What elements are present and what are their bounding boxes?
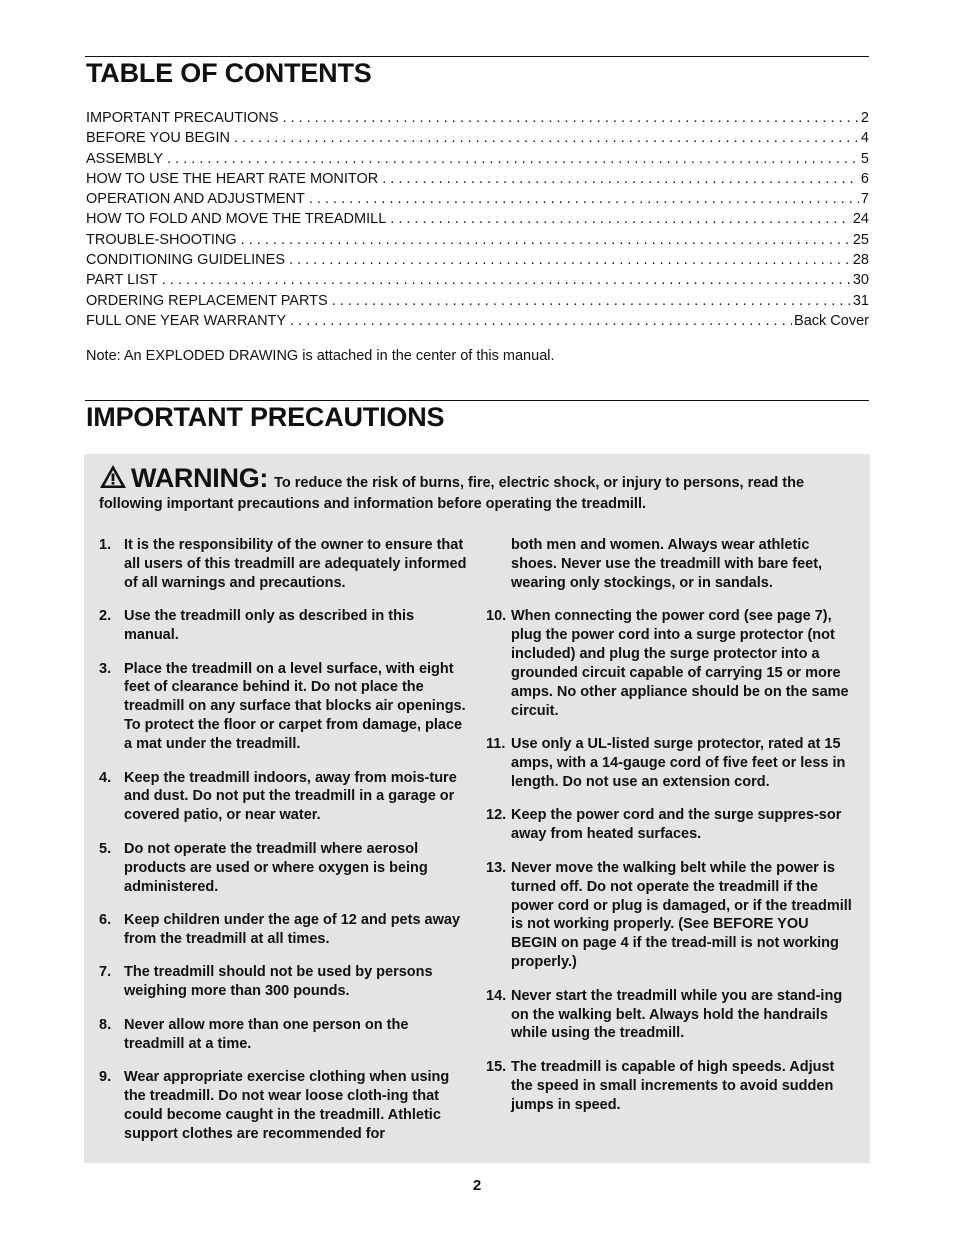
list-item xyxy=(486,735,856,792)
toc-leader-dots xyxy=(332,293,851,309)
toc-entry-label: HOW TO USE THE HEART RATE MONITOR xyxy=(86,170,379,187)
toc-leader-dots xyxy=(162,272,851,288)
warning-box xyxy=(84,454,870,1163)
toc-title: TABLE OF CONTENTS xyxy=(86,58,372,88)
toc-entry-page: 30 xyxy=(852,272,869,289)
toc-entry-page: Back Cover xyxy=(794,312,869,329)
toc-entry-label: ASSEMBLY xyxy=(86,150,164,167)
item-text: Keep the treadmill indoors, away from mois-ture and dust. Do not put the treadmill in a garage or covered patio, or near water. xyxy=(124,769,457,824)
toc-entry-page: 4 xyxy=(860,130,869,147)
item-text: Keep the power cord and the surge suppres-sor away from heated surfaces. xyxy=(511,807,842,843)
warning-text: To reduce the risk of burns, fire, electric shock, or injury to persons, read the following important precautions and information before operating the treadmill. xyxy=(99,475,805,512)
list-item xyxy=(486,987,856,1044)
toc-leader-dots xyxy=(382,171,859,187)
item-number: 12. xyxy=(486,807,507,824)
item-text: Use the treadmill only as described in this manual. xyxy=(124,608,415,644)
warning-triangle-icon xyxy=(99,464,127,495)
toc-leader-dots xyxy=(283,110,859,126)
item-text: It is the responsibility of the owner to ensure that all users of this treadmill are adequately informed of all warnings and precautions. xyxy=(124,537,467,591)
item-number: 6. xyxy=(99,912,112,928)
toc-entry xyxy=(86,171,869,191)
table-of-contents xyxy=(86,110,869,333)
item-text: Do not operate the treadmill where aerosol products are used or where oxygen is being administered. xyxy=(124,840,428,895)
toc-entry-label: PART LIST xyxy=(86,272,158,289)
item-text: Place the treadmill on a level surface, with eight feet of clearance behind it. Do not place the treadmill on any surface that blocks air openings. To protect the floor or carpet from damage, place a mat under the treadmill. xyxy=(124,660,466,753)
toc-entry-label: OPERATION AND ADJUSTMENT xyxy=(86,191,305,208)
item-text: Never move the walking belt while the power is turned off. Do not operate the treadmill if the power cord or plug is damaged, or if the treadmill is not working properly. (See BEFORE YOU BEGIN on page 4 if the tread-mill is not working properly.) xyxy=(511,859,852,971)
item-number: 15. xyxy=(486,1058,507,1075)
page-number: 2 xyxy=(472,1177,482,1194)
item-number: 5. xyxy=(99,840,112,857)
item-text: When connecting the power cord (see page 7), plug the power cord into a surge protector (not included) and plug the surge protector into a grounded circuit capable of carrying 15 or more amps. No other appliance should be on the same circuit. xyxy=(511,608,849,719)
toc-entry xyxy=(86,151,869,171)
item-number: 2. xyxy=(99,608,112,625)
item-9-continued: both men and women. Always wear athletic shoes. Never use the treadmill with bare feet, wearing only stockings, or in sandals. xyxy=(511,537,823,591)
list-item xyxy=(486,806,856,844)
toc-entry xyxy=(86,232,869,252)
toc-entry-label: FULL ONE YEAR WARRANTY xyxy=(86,312,287,329)
list-item xyxy=(99,1016,469,1054)
list-item xyxy=(99,536,469,593)
list-item xyxy=(486,859,856,972)
toc-entry-label: CONDITIONING GUIDELINES xyxy=(86,252,285,269)
toc-entry-label: TROUBLE-SHOOTING xyxy=(86,231,237,248)
list-item xyxy=(99,769,469,826)
toc-entry xyxy=(86,293,869,313)
toc-entry xyxy=(86,211,869,231)
list-item xyxy=(99,840,469,897)
warning-header xyxy=(99,464,859,514)
list-item xyxy=(99,963,469,1001)
list-item xyxy=(486,607,856,720)
toc-entry-page: 31 xyxy=(852,292,869,309)
toc-leader-dots xyxy=(241,232,851,248)
item-number: 7. xyxy=(99,964,112,981)
toc-entry xyxy=(86,272,869,292)
toc-entry xyxy=(86,110,869,130)
list-item xyxy=(99,1068,469,1144)
toc-entry-label: ORDERING REPLACEMENT PARTS xyxy=(86,292,328,309)
item-number: 4. xyxy=(99,769,112,786)
toc-entry xyxy=(86,252,869,272)
precautions-title: IMPORTANT PRECAUTIONS xyxy=(86,402,445,432)
toc-entry-page: 7 xyxy=(860,191,869,208)
item-number: 14. xyxy=(486,987,507,1004)
toc-entry-page: 25 xyxy=(852,231,869,248)
toc-leader-dots xyxy=(290,313,792,329)
item-number: 3. xyxy=(99,660,112,677)
item-number: 13. xyxy=(486,859,507,876)
toc-leader-dots xyxy=(309,191,859,207)
toc-top-rule xyxy=(85,56,869,57)
toc-entry xyxy=(86,313,869,333)
warning-word: WARNING: xyxy=(131,463,269,493)
toc-entry-page: 2 xyxy=(860,110,869,126)
list-item xyxy=(99,660,469,755)
exploded-drawing-note: Note: An EXPLODED DRAWING is attached in the center of this manual. xyxy=(86,348,555,364)
item-text: Wear appropriate exercise clothing when using the treadmill. Do not wear loose cloth-ing that could become caught in the treadmill. Athletic support clothes are recommended for xyxy=(124,1068,450,1142)
item-number: 8. xyxy=(99,1016,112,1033)
toc-leader-dots xyxy=(167,151,859,167)
item-number: 10. xyxy=(486,608,507,625)
item-text: The treadmill should not be used by persons weighing more than 300 pounds. xyxy=(124,964,433,1000)
item-text: The treadmill is capable of high speeds. Adjust the speed in small increments to avoid sudden jumps in speed. xyxy=(511,1058,835,1113)
toc-entry-label: IMPORTANT PRECAUTIONS xyxy=(86,110,279,126)
item-text: Never allow more than one person on the treadmill at a time. xyxy=(124,1016,409,1052)
toc-entry-label: BEFORE YOU BEGIN xyxy=(86,130,230,147)
item-number: 1. xyxy=(99,537,112,553)
toc-entry-page: 24 xyxy=(852,211,869,228)
precautions-left-column xyxy=(99,536,469,1158)
item-text: Never start the treadmill while you are stand-ing on the walking belt. Always hold the handrails while using the treadmill. xyxy=(511,987,843,1042)
toc-entry xyxy=(86,130,869,150)
item-number: 11. xyxy=(486,736,506,753)
toc-entry-page: 6 xyxy=(860,170,869,187)
item-text: Keep children under the age of 12 and pets away from the treadmill at all times. xyxy=(124,912,461,947)
toc-leader-dots xyxy=(234,130,859,146)
list-item xyxy=(486,1058,856,1115)
precautions-right-column xyxy=(486,536,856,1129)
toc-entry-label: HOW TO FOLD AND MOVE THE TREADMILL xyxy=(86,211,387,228)
toc-leader-dots xyxy=(289,252,851,268)
toc-entry-page: 28 xyxy=(852,252,869,269)
toc-entry-page: 5 xyxy=(860,150,869,167)
list-item xyxy=(99,911,469,949)
toc-leader-dots xyxy=(390,211,851,227)
list-item xyxy=(99,607,469,645)
toc-entry xyxy=(86,191,869,211)
item-text: Use only a UL-listed surge protector, rated at 15 amps, with a 14-gauge cord of five feet or less in length. Do not use an extension cord. xyxy=(511,736,846,790)
precautions-top-rule xyxy=(85,400,869,401)
item-number: 9. xyxy=(99,1068,112,1085)
